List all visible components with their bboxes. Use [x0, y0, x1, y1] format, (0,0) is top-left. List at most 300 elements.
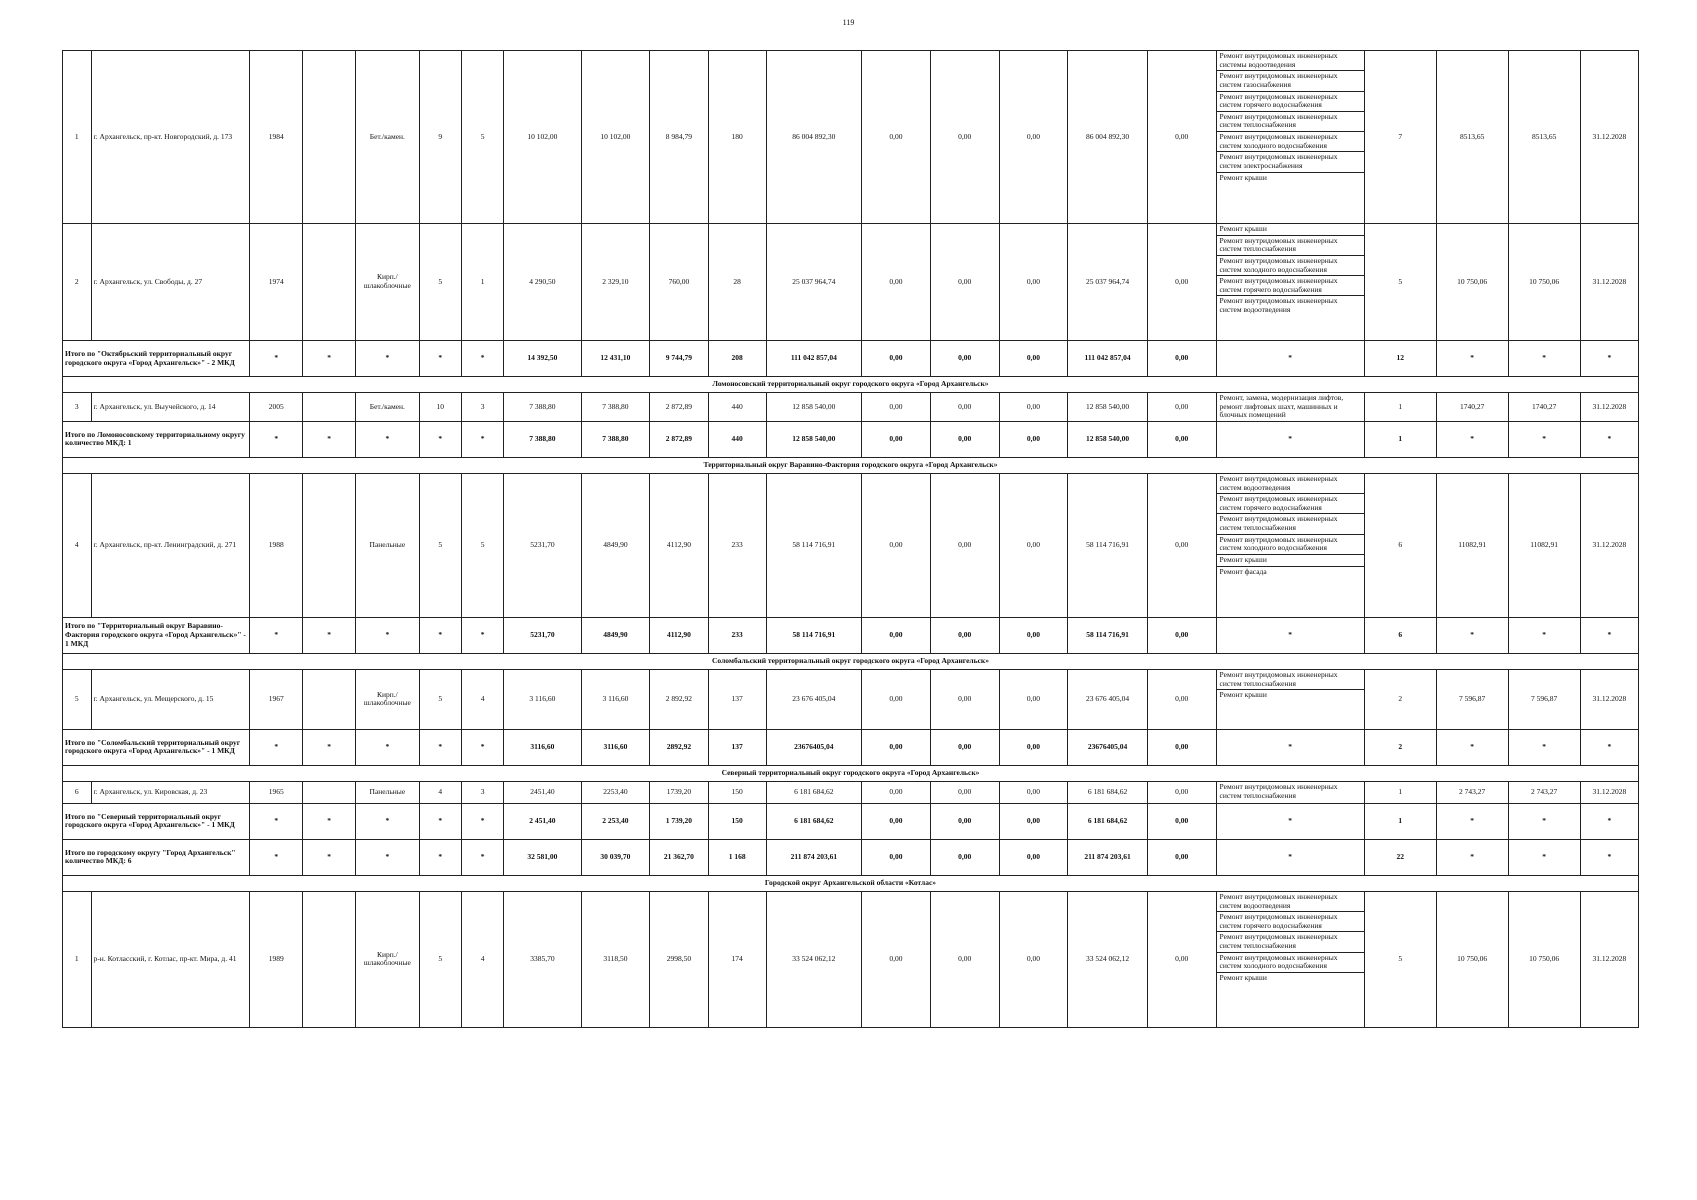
cell-entrances: 4: [461, 891, 503, 1027]
works-cell: [1216, 224, 1364, 341]
works-cell: [1216, 781, 1364, 803]
cell-count: 5: [1364, 891, 1436, 1027]
placeholder-mark: *: [303, 341, 356, 377]
total-row: [63, 617, 1639, 653]
total-owners: 211 874 203,61: [1068, 839, 1147, 875]
total-fund: 0,00: [861, 803, 930, 839]
total-budget-local: 0,00: [999, 617, 1068, 653]
work-item: Ремонт внутридомовых инженерных систем холодного водоснабжения: [1217, 256, 1364, 276]
cell-area-res: 2 872,89: [650, 393, 708, 422]
total-area-total: 5231,70: [504, 617, 581, 653]
cell-floors: 5: [419, 669, 461, 729]
total-row: [63, 803, 1639, 839]
cell-area-res: 8 984,79: [650, 51, 708, 224]
cell-area-total: 4 290,50: [504, 224, 581, 341]
cell-area-total: 7 388,80: [504, 393, 581, 422]
placeholder-mark: *: [356, 803, 420, 839]
cell-other: 0,00: [1147, 669, 1216, 729]
placeholder-mark: *: [1508, 421, 1580, 457]
total-cost-total: 12 858 540,00: [766, 421, 861, 457]
cell-residents: 28: [708, 224, 766, 341]
work-item: Ремонт внутридомовых инженерных систем электроснабжения: [1217, 152, 1364, 172]
cell-area-living: 3 116,60: [581, 669, 650, 729]
total-count: 1: [1364, 421, 1436, 457]
cell-fund: 0,00: [861, 224, 930, 341]
section-title: Северный территориальный округ городского округа «Город Архангельск»: [63, 765, 1639, 781]
placeholder-mark: *: [356, 617, 420, 653]
cell-area-living: 3118,50: [581, 891, 650, 1027]
cell-y2: [303, 393, 356, 422]
cell-y2: [303, 669, 356, 729]
cell-other: 0,00: [1147, 781, 1216, 803]
cell-y2: [303, 891, 356, 1027]
cell-budget-region: 0,00: [930, 473, 999, 617]
total-budget-region: 0,00: [930, 729, 999, 765]
cell-y2: [303, 224, 356, 341]
total-name: Итого по "Октябрьский территориальный округ городского округа «Город Архангельск»" - 2 МКД: [63, 341, 250, 377]
cell-deadline: 31.12.2028: [1580, 473, 1638, 617]
placeholder-mark: *: [303, 839, 356, 875]
work-item: Ремонт внутридомовых инженерных систем теплоснабжения: [1217, 112, 1364, 132]
placeholder-mark: *: [1216, 617, 1364, 653]
cell-area-total: 10 102,00: [504, 51, 581, 224]
cell-deadline: 31.12.2028: [1580, 891, 1638, 1027]
total-area-res: 1 739,20: [650, 803, 708, 839]
total-other: 0,00: [1147, 803, 1216, 839]
placeholder-mark: *: [461, 839, 503, 875]
work-item: Ремонт внутридомовых инженерных систем теплоснабжения: [1217, 236, 1364, 256]
cell-other: 0,00: [1147, 51, 1216, 224]
work-item: Ремонт внутридомовых инженерных систем теплоснабжения: [1217, 932, 1364, 952]
cell-cost-unit: 10 750,06: [1436, 224, 1508, 341]
cell-cost-total: 6 181 684,62: [766, 781, 861, 803]
work-item: Ремонт внутридомовых инженерных систем теплоснабжения: [1219, 781, 1338, 800]
work-item: Ремонт крыши: [1219, 690, 1267, 700]
cell-budget-local: 0,00: [999, 51, 1068, 224]
cell-cost-unit: 10 750,06: [1436, 891, 1508, 1027]
cell-residents: 137: [708, 669, 766, 729]
total-area-living: 30 039,70: [581, 839, 650, 875]
cell-year: 1988: [250, 473, 303, 617]
total-budget-local: 0,00: [999, 421, 1068, 457]
cell-cost-max: 1740,27: [1508, 393, 1580, 422]
placeholder-mark: *: [356, 729, 420, 765]
cell-material: Бет./камен.: [356, 51, 420, 224]
total-row: [63, 839, 1639, 875]
cell-entrances: 3: [461, 781, 503, 803]
section-title: Территориальный округ Варавино-Фактория городского округа «Город Архангельск»: [63, 457, 1639, 473]
cell-residents: 180: [708, 51, 766, 224]
placeholder-mark: *: [1508, 617, 1580, 653]
total-owners: 23676405,04: [1068, 729, 1147, 765]
cell-count: 5: [1364, 224, 1436, 341]
total-residents: 137: [708, 729, 766, 765]
cell-residents: 233: [708, 473, 766, 617]
placeholder-mark: *: [1436, 839, 1508, 875]
cell-fund: 0,00: [861, 393, 930, 422]
cell-cost-max: 10 750,06: [1508, 224, 1580, 341]
cell-owners: 86 004 892,30: [1068, 51, 1147, 224]
total-area-total: 14 392,50: [504, 341, 581, 377]
placeholder-mark: *: [250, 617, 303, 653]
total-cost-total: 58 114 716,91: [766, 617, 861, 653]
cell-cost-total: 86 004 892,30: [766, 51, 861, 224]
total-fund: 0,00: [861, 729, 930, 765]
total-area-res: 4112,90: [650, 617, 708, 653]
total-cost-total: 111 042 857,04: [766, 341, 861, 377]
total-area-living: 2 253,40: [581, 803, 650, 839]
work-item: Ремонт, замена, модернизация лифтов, ремонт лифтовых шахт, машинных и блочных помещений: [1219, 393, 1344, 420]
placeholder-mark: *: [303, 803, 356, 839]
total-fund: 0,00: [861, 839, 930, 875]
work-item: Ремонт крыши: [1217, 555, 1364, 567]
total-fund: 0,00: [861, 617, 930, 653]
placeholder-mark: *: [419, 617, 461, 653]
total-row: [63, 341, 1639, 377]
cell-other: 0,00: [1147, 224, 1216, 341]
total-area-living: 12 431,10: [581, 341, 650, 377]
total-area-total: 7 388,80: [504, 421, 581, 457]
cell-other: 0,00: [1147, 393, 1216, 422]
cell-deadline: 31.12.2028: [1580, 393, 1638, 422]
cell-area-res: 4112,90: [650, 473, 708, 617]
cell-material: Кирп./ шлакоблочные: [356, 224, 420, 341]
works-list: [1217, 51, 1364, 183]
placeholder-mark: *: [250, 341, 303, 377]
cell-y2: [303, 781, 356, 803]
cell-address: р-н. Котласский, г. Котлас, пр-кт. Мира, д. 41: [91, 891, 250, 1027]
cell-count: 1: [1364, 781, 1436, 803]
work-item: Ремонт внутридомовых инженерных систем горячего водоснабжения: [1217, 494, 1364, 514]
building-row: [63, 669, 1639, 729]
work-item: Ремонт внутридомовых инженерных систем теплоснабжения: [1217, 670, 1364, 690]
total-budget-region: 0,00: [930, 617, 999, 653]
cell-entrances: 4: [461, 669, 503, 729]
total-row: [63, 729, 1639, 765]
cell-area-total: 3 116,60: [504, 669, 581, 729]
cell-address: г. Архангельск, пр-кт. Ленинградский, д. 271: [91, 473, 250, 617]
total-cost-total: 211 874 203,61: [766, 839, 861, 875]
placeholder-mark: *: [461, 421, 503, 457]
cell-cost-max: 7 596,87: [1508, 669, 1580, 729]
cell-cost-max: 11082,91: [1508, 473, 1580, 617]
work-item: Ремонт крыши: [1217, 224, 1364, 236]
works-list: [1217, 782, 1364, 801]
total-name: Итого по "Территориальный округ Варавино-Фактория городского округа «Город Архангельск»" - 1 МКД: [63, 617, 250, 653]
total-area-living: 7 388,80: [581, 421, 650, 457]
cell-address: г. Архангельск, ул. Кировская, д. 23: [91, 781, 250, 803]
total-area-total: 3116,60: [504, 729, 581, 765]
cell-entrances: 5: [461, 473, 503, 617]
section-header-row: [63, 765, 1639, 781]
cell-no: 5: [63, 669, 92, 729]
placeholder-mark: *: [1580, 341, 1638, 377]
total-area-res: 9 744,79: [650, 341, 708, 377]
total-count: 2: [1364, 729, 1436, 765]
cell-floors: 9: [419, 51, 461, 224]
total-other: 0,00: [1147, 839, 1216, 875]
cell-address: г. Архангельск, ул. Выучейского, д. 14: [91, 393, 250, 422]
cell-year: 1967: [250, 669, 303, 729]
total-area-living: 4849,90: [581, 617, 650, 653]
cell-no: 2: [63, 224, 92, 341]
cell-fund: 0,00: [861, 669, 930, 729]
cell-deadline: 31.12.2028: [1580, 224, 1638, 341]
total-fund: 0,00: [861, 341, 930, 377]
works-list: [1217, 670, 1364, 701]
placeholder-mark: *: [356, 839, 420, 875]
work-item: Ремонт внутридомовых инженерных систем горячего водоснабжения: [1217, 912, 1364, 932]
total-area-living: 3116,60: [581, 729, 650, 765]
total-other: 0,00: [1147, 341, 1216, 377]
cell-area-total: 5231,70: [504, 473, 581, 617]
cell-owners: 58 114 716,91: [1068, 473, 1147, 617]
placeholder-mark: *: [461, 803, 503, 839]
cell-other: 0,00: [1147, 473, 1216, 617]
cell-owners: 12 858 540,00: [1068, 393, 1147, 422]
total-other: 0,00: [1147, 729, 1216, 765]
building-row: [63, 781, 1639, 803]
placeholder-mark: *: [1436, 421, 1508, 457]
cell-cost-total: 58 114 716,91: [766, 473, 861, 617]
work-item: Ремонт внутридомовых инженерных систем холодного водоснабжения: [1217, 132, 1364, 152]
cell-year: 1989: [250, 891, 303, 1027]
cell-entrances: 1: [461, 224, 503, 341]
work-item: Ремонт внутридомовых инженерных систем газоснабжения: [1217, 71, 1364, 91]
cell-count: 6: [1364, 473, 1436, 617]
total-name: Итого по городскому округу "Город Архангельск" количество МКД: 6: [63, 839, 250, 875]
cell-owners: 23 676 405,04: [1068, 669, 1147, 729]
works-list: [1217, 393, 1364, 421]
total-name: Итого по "Северный территориальный округ городского округа «Город Архангельск»" - 1 МКД: [63, 803, 250, 839]
cell-other: 0,00: [1147, 891, 1216, 1027]
cell-area-res: 2 892,92: [650, 669, 708, 729]
total-area-res: 21 362,70: [650, 839, 708, 875]
cell-cost-unit: 7 596,87: [1436, 669, 1508, 729]
total-area-total: 2 451,40: [504, 803, 581, 839]
total-budget-local: 0,00: [999, 839, 1068, 875]
page-number: 119: [842, 18, 855, 27]
works-cell: [1216, 669, 1364, 729]
cell-area-living: 7 388,80: [581, 393, 650, 422]
cell-floors: 5: [419, 891, 461, 1027]
section-title: Городской округ Архангельской области «Котлас»: [63, 875, 1639, 891]
cell-address: г. Архангельск, ул. Мещерского, д. 15: [91, 669, 250, 729]
total-row: [63, 421, 1639, 457]
works-list: [1217, 224, 1364, 316]
building-row: [63, 51, 1639, 224]
placeholder-mark: *: [1580, 421, 1638, 457]
building-row: [63, 473, 1639, 617]
placeholder-mark: *: [419, 839, 461, 875]
placeholder-mark: *: [1580, 803, 1638, 839]
cell-budget-region: 0,00: [930, 393, 999, 422]
cell-material: Бет./камен.: [356, 393, 420, 422]
cell-budget-local: 0,00: [999, 891, 1068, 1027]
cell-floors: 5: [419, 224, 461, 341]
total-owners: 6 181 684,62: [1068, 803, 1147, 839]
placeholder-mark: *: [356, 421, 420, 457]
total-budget-local: 0,00: [999, 803, 1068, 839]
cell-fund: 0,00: [861, 891, 930, 1027]
cell-no: 1: [63, 891, 92, 1027]
cell-floors: 5: [419, 473, 461, 617]
total-cost-total: 23676405,04: [766, 729, 861, 765]
placeholder-mark: *: [461, 341, 503, 377]
cell-budget-region: 0,00: [930, 51, 999, 224]
placeholder-mark: *: [1216, 803, 1364, 839]
cell-area-living: 2 329,10: [581, 224, 650, 341]
cell-cost-unit: 2 743,27: [1436, 781, 1508, 803]
cell-area-total: 3385,70: [504, 891, 581, 1027]
cell-cost-total: 33 524 062,12: [766, 891, 861, 1027]
placeholder-mark: *: [303, 617, 356, 653]
cell-cost-max: 10 750,06: [1508, 891, 1580, 1027]
total-budget-local: 0,00: [999, 729, 1068, 765]
work-item: Ремонт внутридомовых инженерных систем холодного водоснабжения: [1217, 535, 1364, 555]
placeholder-mark: *: [1216, 839, 1364, 875]
cell-area-living: 4849,90: [581, 473, 650, 617]
total-count: 22: [1364, 839, 1436, 875]
cell-address: г. Архангельск, пр-кт. Новгородский, д. 173: [91, 51, 250, 224]
total-residents: 233: [708, 617, 766, 653]
placeholder-mark: *: [250, 839, 303, 875]
cell-budget-region: 0,00: [930, 781, 999, 803]
total-budget-local: 0,00: [999, 341, 1068, 377]
placeholder-mark: *: [1580, 839, 1638, 875]
cell-fund: 0,00: [861, 781, 930, 803]
building-row: [63, 393, 1639, 422]
cell-deadline: 31.12.2028: [1580, 51, 1638, 224]
works-list: [1217, 892, 1364, 984]
placeholder-mark: *: [1436, 729, 1508, 765]
work-item: Ремонт внутридомовых инженерных систем холодного водоснабжения: [1217, 953, 1364, 973]
cell-budget-local: 0,00: [999, 473, 1068, 617]
cell-cost-unit: 1740,27: [1436, 393, 1508, 422]
cell-material: Кирп./ шлакоблочные: [356, 669, 420, 729]
cell-material: Панельные: [356, 473, 420, 617]
placeholder-mark: *: [1216, 421, 1364, 457]
total-fund: 0,00: [861, 421, 930, 457]
total-area-total: 32 581,00: [504, 839, 581, 875]
placeholder-mark: *: [419, 421, 461, 457]
total-residents: 1 168: [708, 839, 766, 875]
cell-address: г. Архангельск, ул. Свободы, д. 27: [91, 224, 250, 341]
cell-year: 2005: [250, 393, 303, 422]
total-owners: 12 858 540,00: [1068, 421, 1147, 457]
cell-deadline: 31.12.2028: [1580, 669, 1638, 729]
cell-y2: [303, 473, 356, 617]
total-count: 12: [1364, 341, 1436, 377]
total-count: 1: [1364, 803, 1436, 839]
section-header-row: [63, 875, 1639, 891]
placeholder-mark: *: [1508, 729, 1580, 765]
cell-owners: 33 524 062,12: [1068, 891, 1147, 1027]
works-cell: [1216, 473, 1364, 617]
cell-area-living: 2253,40: [581, 781, 650, 803]
cell-no: 6: [63, 781, 92, 803]
cell-cost-unit: 11082,91: [1436, 473, 1508, 617]
cell-cost-total: 23 676 405,04: [766, 669, 861, 729]
cell-area-res: 1739,20: [650, 781, 708, 803]
placeholder-mark: *: [1580, 617, 1638, 653]
total-name: Итого по "Соломбальский территориальный округ городского округа «Город Архангельск»" - 1 МКД: [63, 729, 250, 765]
cell-cost-unit: 8513,65: [1436, 51, 1508, 224]
placeholder-mark: *: [419, 729, 461, 765]
cell-budget-region: 0,00: [930, 891, 999, 1027]
cell-count: 7: [1364, 51, 1436, 224]
cell-entrances: 3: [461, 393, 503, 422]
cell-no: 3: [63, 393, 92, 422]
placeholder-mark: *: [1508, 803, 1580, 839]
cell-cost-max: 2 743,27: [1508, 781, 1580, 803]
placeholder-mark: *: [250, 421, 303, 457]
total-cost-total: 6 181 684,62: [766, 803, 861, 839]
cell-owners: 25 037 964,74: [1068, 224, 1147, 341]
cell-area-res: 2998,50: [650, 891, 708, 1027]
works-list: [1217, 474, 1364, 577]
work-item: Ремонт внутридомовых инженерных систем водоотведения: [1219, 296, 1338, 314]
work-item: Ремонт внутридомовых инженерных систем горячего водоснабжения: [1217, 92, 1364, 112]
placeholder-mark: *: [1436, 617, 1508, 653]
total-residents: 150: [708, 803, 766, 839]
placeholder-mark: *: [303, 421, 356, 457]
cell-residents: 150: [708, 781, 766, 803]
work-item: Ремонт внутридомовых инженерных систем теплоснабжения: [1217, 514, 1364, 534]
cell-floors: 10: [419, 393, 461, 422]
work-item: Ремонт внутридомовых инженерных систем горячего водоснабжения: [1217, 276, 1364, 296]
section-title: Соломбальский территориальный округ городского округа «Город Архангельск»: [63, 653, 1639, 669]
placeholder-mark: *: [250, 803, 303, 839]
cell-cost-max: 8513,65: [1508, 51, 1580, 224]
cell-year: 1974: [250, 224, 303, 341]
cell-budget-local: 0,00: [999, 224, 1068, 341]
cell-cost-total: 25 037 964,74: [766, 224, 861, 341]
section-header-row: [63, 457, 1639, 473]
placeholder-mark: *: [419, 803, 461, 839]
cell-budget-region: 0,00: [930, 669, 999, 729]
cell-cost-total: 12 858 540,00: [766, 393, 861, 422]
total-budget-region: 0,00: [930, 839, 999, 875]
works-cell: [1216, 51, 1364, 224]
works-cell: [1216, 891, 1364, 1027]
placeholder-mark: *: [356, 341, 420, 377]
total-other: 0,00: [1147, 421, 1216, 457]
placeholder-mark: *: [461, 617, 503, 653]
cell-no: 1: [63, 51, 92, 224]
total-other: 0,00: [1147, 617, 1216, 653]
cell-y2: [303, 51, 356, 224]
total-budget-region: 0,00: [930, 341, 999, 377]
work-item: Ремонт крыши: [1219, 972, 1267, 982]
work-item: Ремонт внутридомовых инженерных системы водоотведения: [1217, 51, 1364, 71]
work-item: Ремонт крыши: [1219, 172, 1267, 182]
placeholder-mark: *: [1508, 839, 1580, 875]
cell-owners: 6 181 684,62: [1068, 781, 1147, 803]
placeholder-mark: *: [1580, 729, 1638, 765]
placeholder-mark: *: [1436, 341, 1508, 377]
work-item: Ремонт фасада: [1219, 566, 1267, 576]
placeholder-mark: *: [419, 341, 461, 377]
cell-budget-local: 0,00: [999, 393, 1068, 422]
placeholder-mark: *: [303, 729, 356, 765]
cell-material: Панельные: [356, 781, 420, 803]
cell-residents: 174: [708, 891, 766, 1027]
section-title: Ломоносовский территориальный округ городского округа «Город Архангельск»: [63, 377, 1639, 393]
cell-area-res: 760,00: [650, 224, 708, 341]
cell-area-total: 2451,40: [504, 781, 581, 803]
total-owners: 111 042 857,04: [1068, 341, 1147, 377]
